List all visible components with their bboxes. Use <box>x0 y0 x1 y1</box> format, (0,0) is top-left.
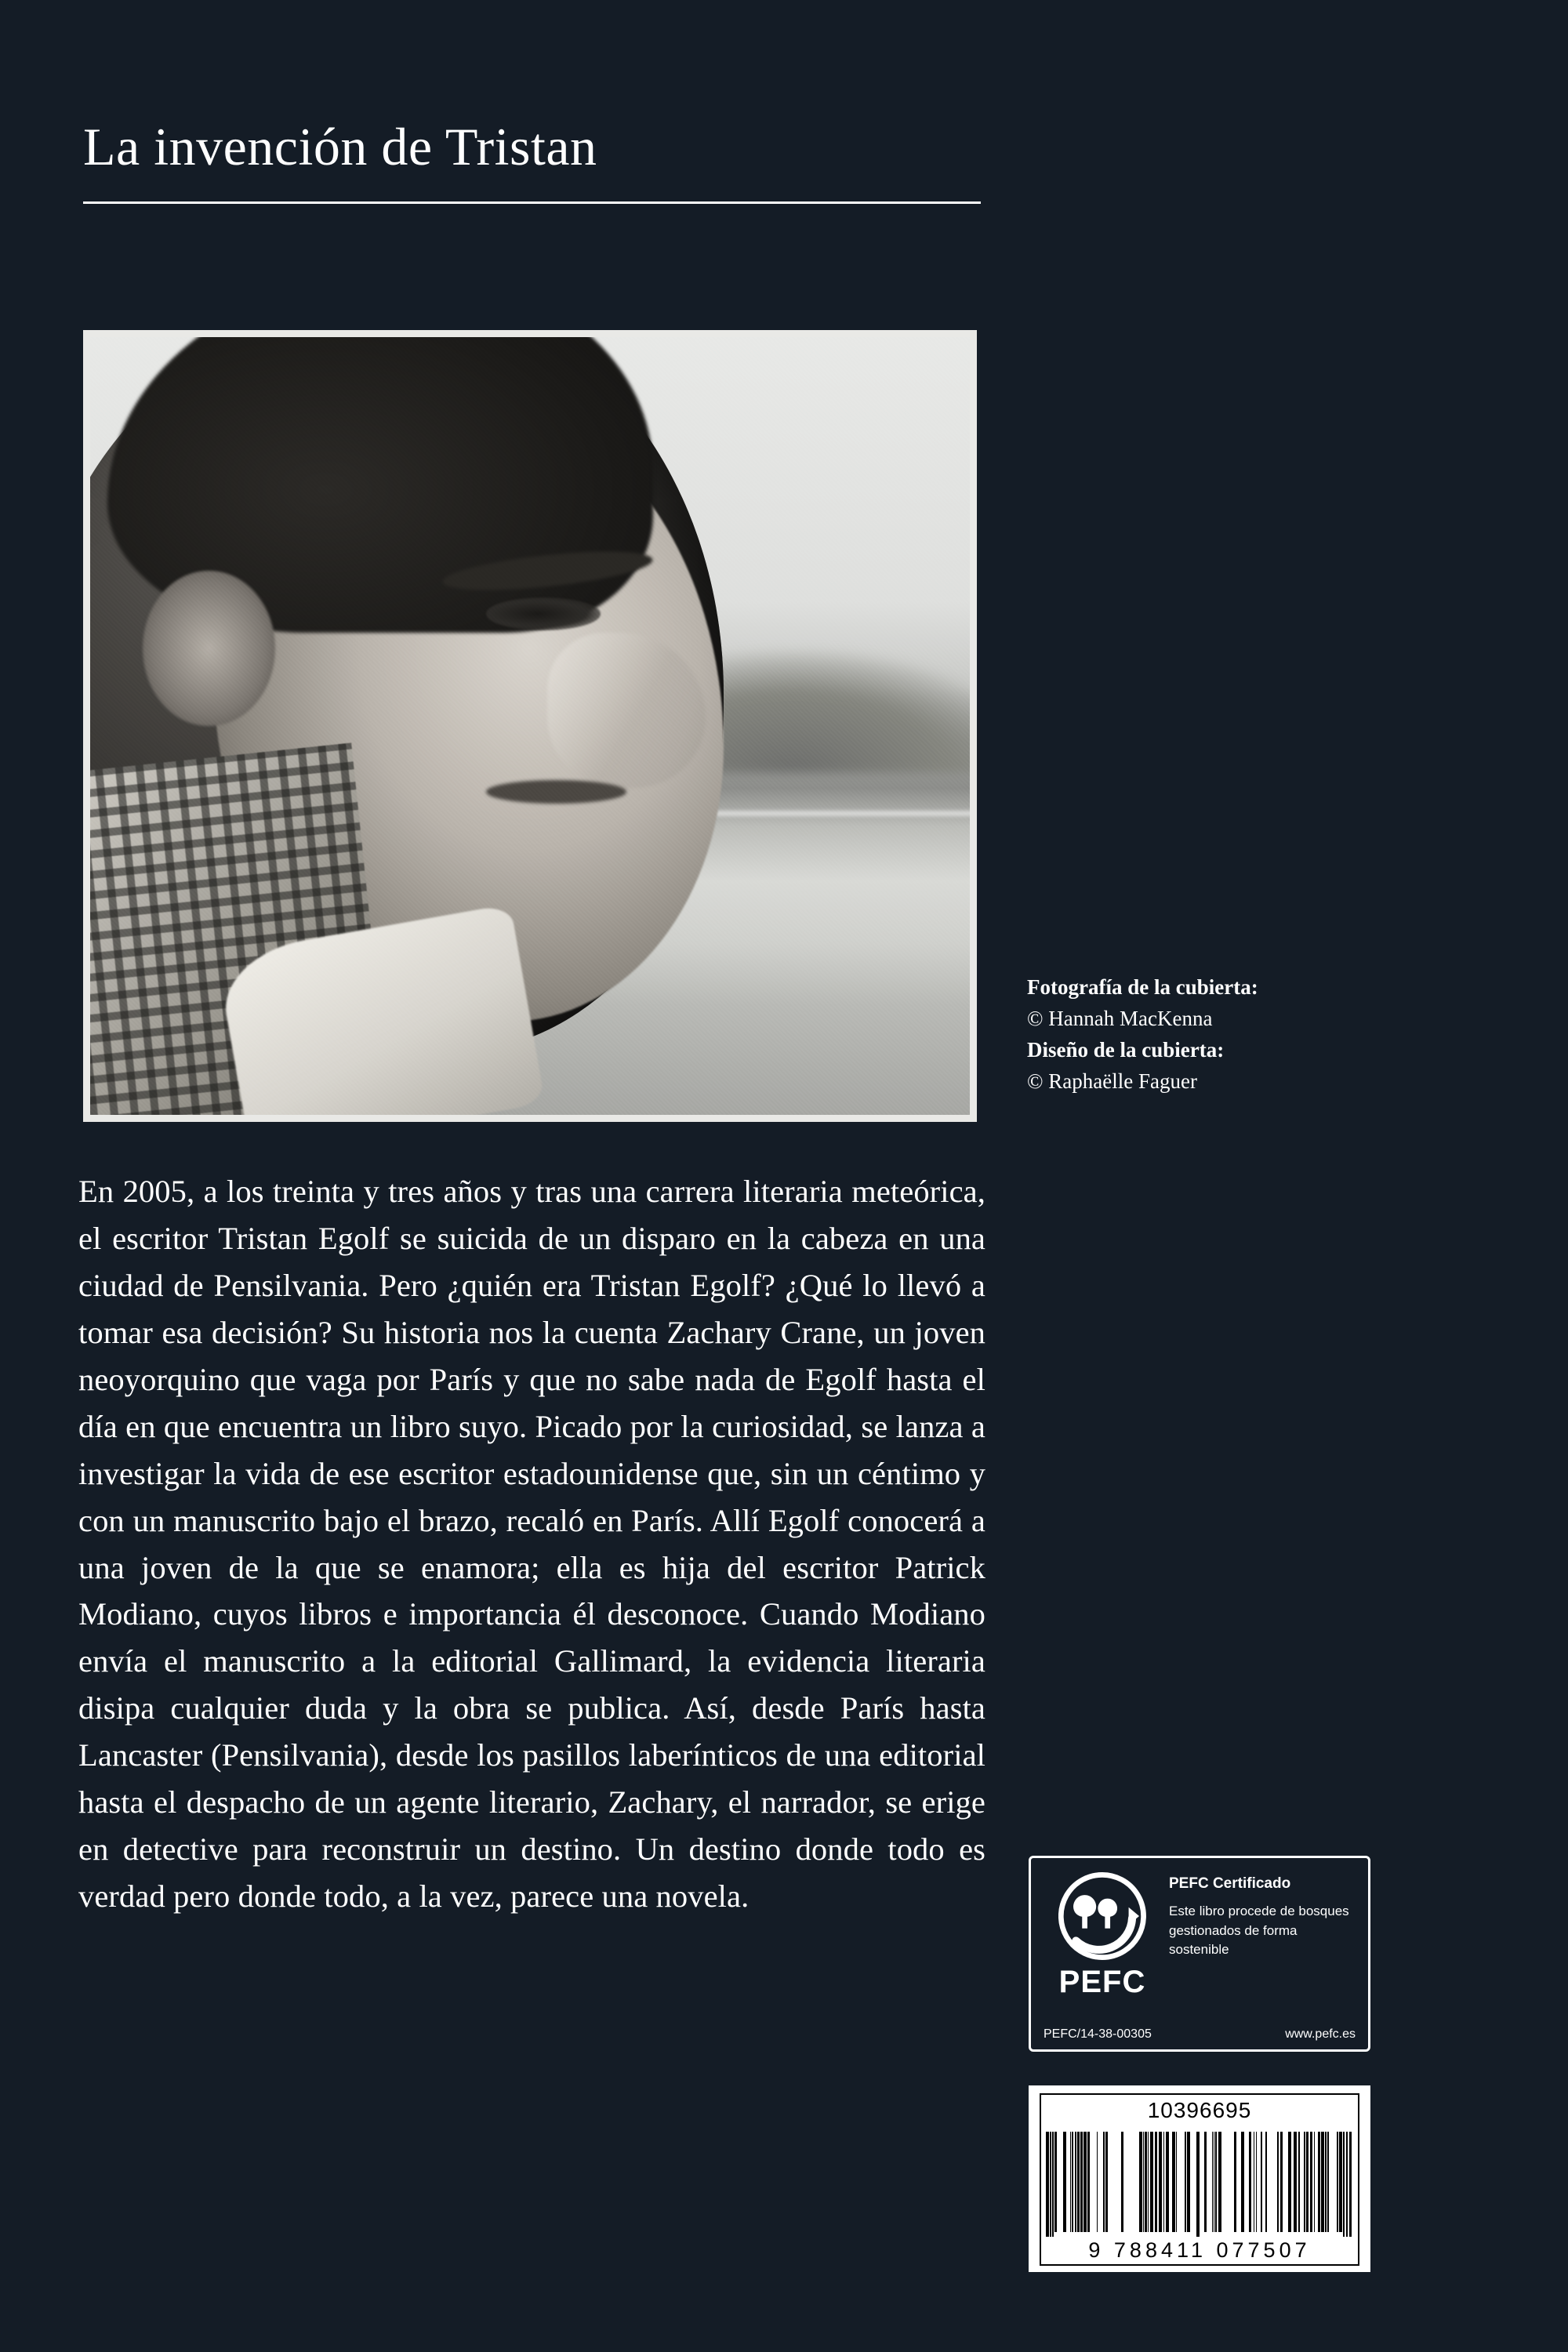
design-credit-value: © Raphaëlle Faguer <box>1027 1069 1197 1093</box>
barcode-box <box>1029 2085 1370 2272</box>
pefc-description: Este libro procede de bosques gestionados de forma sostenible <box>1169 1904 1349 1958</box>
barcode-top-number: 10396695 <box>1040 2093 1359 2125</box>
barcode-digits: 9 788411 077507 <box>1040 2237 1359 2266</box>
pefc-logo <box>1044 1872 1161 2000</box>
pefc-footer <box>1044 2027 1356 2042</box>
photo-credit-value: © Hannah MacKenna <box>1027 1006 1213 1030</box>
cover-photo <box>90 337 970 1115</box>
pefc-wordmark: PEFC <box>1058 1965 1146 1999</box>
pefc-trees-icon <box>1058 1872 1146 1960</box>
pefc-title: PEFC Certificado <box>1169 1875 1291 1892</box>
title-block <box>83 118 985 204</box>
barcode-gap <box>1352 2132 1353 2237</box>
pefc-code: PEFC/14-38-00305 <box>1044 2027 1152 2041</box>
pefc-text-block <box>1161 1872 1356 1960</box>
photo-credit-label: Fotografía de la cubierta: <box>1027 975 1258 999</box>
photo-grain-overlay <box>90 337 970 1115</box>
back-cover-blurb: En 2005, a los treinta y tres años y tras una carrera literaria meteórica, el escritor Tristan Egolf se suicida de un disparo en la cabeza en una ciudad de Pensilvania. Pero ¿quién era Tristan Egolf? ¿Qué lo llevó a tomar esa decisión? Su historia nos la cuenta Zachary Crane, un joven neoyorquino que vaga por París y que no sabe nada de Egolf hasta el día en que encuentra un libro suyo. Picado por la curiosidad, se lanza a investigar la vida de ese escritor estadounidense que, sin un céntimo y con un manuscrito bajo el brazo, recaló en París. Allí Egolf conocerá a una joven de la que se enamora; ella es hija del escritor Patrick Modiano, cuyos libros e importancia él desconoce. Cuando Modiano envía el manuscrito a la editorial Gallimard, la evidencia literaria disipa cualquier duda y la obra se publica. Así, desde París hasta Lancaster (Pensilvania), desde los pasillos laberínticos de una editorial hasta el despacho de un agente literario, Zachary, el narrador, se erige en detective para reconstruir un destino. Un destino donde todo es verdad pero donde todo, a la vez, parece una novela. <box>78 1174 985 1915</box>
cover-credits <box>1027 972 1466 1098</box>
barcode-bars <box>1040 2125 1359 2237</box>
title-divider <box>83 201 981 204</box>
cover-photo-frame <box>83 330 977 1122</box>
pefc-url[interactable]: www.pefc.es <box>1285 2027 1356 2041</box>
page-title: La invención de Tristan <box>83 117 597 176</box>
pefc-certification-box <box>1029 1856 1370 2052</box>
design-credit-label: Diseño de la cubierta: <box>1027 1037 1225 1062</box>
